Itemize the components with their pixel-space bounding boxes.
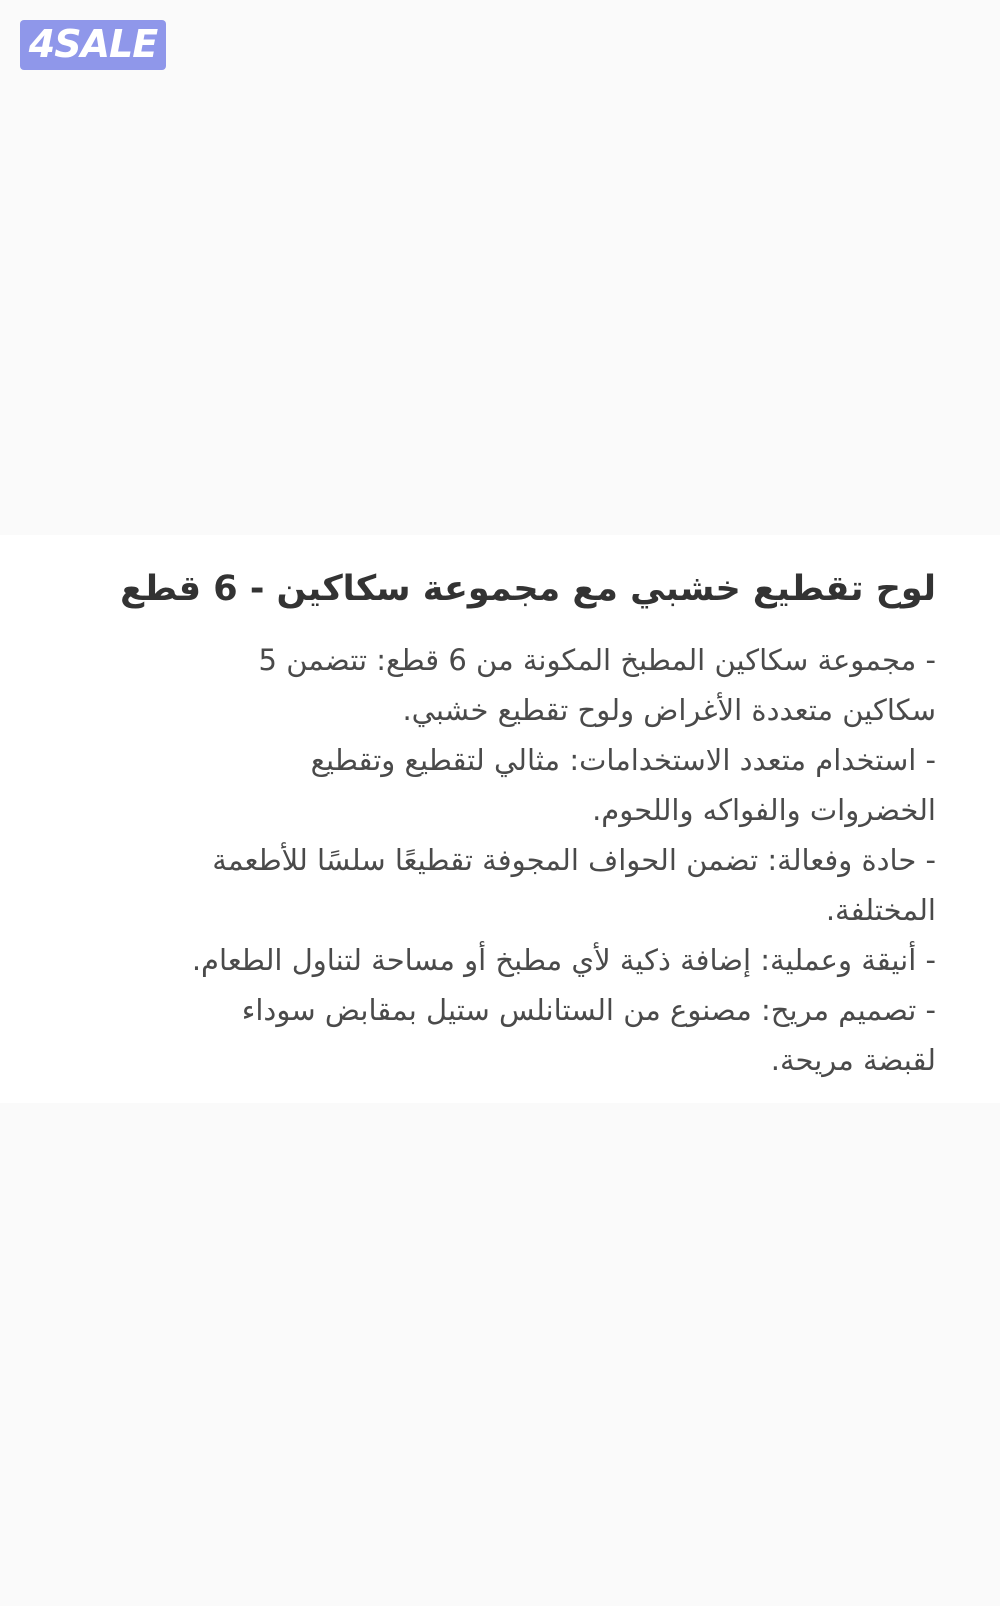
description-line: - مجموعة سكاكين المطبخ المكونة من 6 قطع: تتضمن 5 [258,642,936,677]
brand-logo [20,20,166,70]
listing-description [86,635,936,1085]
listing-title: لوح تقطيع خشبي مع مجموعة سكاكين - 6 قطع [120,569,936,609]
description-line: لقبضة مريحة. [770,1042,936,1077]
description-line: سكاكين متعددة الأغراض ولوح تقطيع خشبي. [402,692,936,727]
listing-content [86,567,936,1085]
description-line: - أنيقة وعملية: إضافة ذكية لأي مطبخ أو مساحة لتناول الطعام. [191,942,936,977]
description-line: - حادة وفعالة: تضمن الحواف المجوفة تقطيعًا سلسًا للأطعمة [212,842,936,877]
brand-logo-text: 4SALE [28,22,158,66]
listing-card [0,535,1000,1103]
description-line: الخضروات والفواكه واللحوم. [592,792,936,827]
description-line: المختلفة. [825,892,936,927]
description-line: - استخدام متعدد الاستخدامات: مثالي لتقطيع وتقطيع [310,742,936,777]
description-line: - تصميم مريح: مصنوع من الستانلس ستيل بمقابض سوداء [241,992,936,1027]
